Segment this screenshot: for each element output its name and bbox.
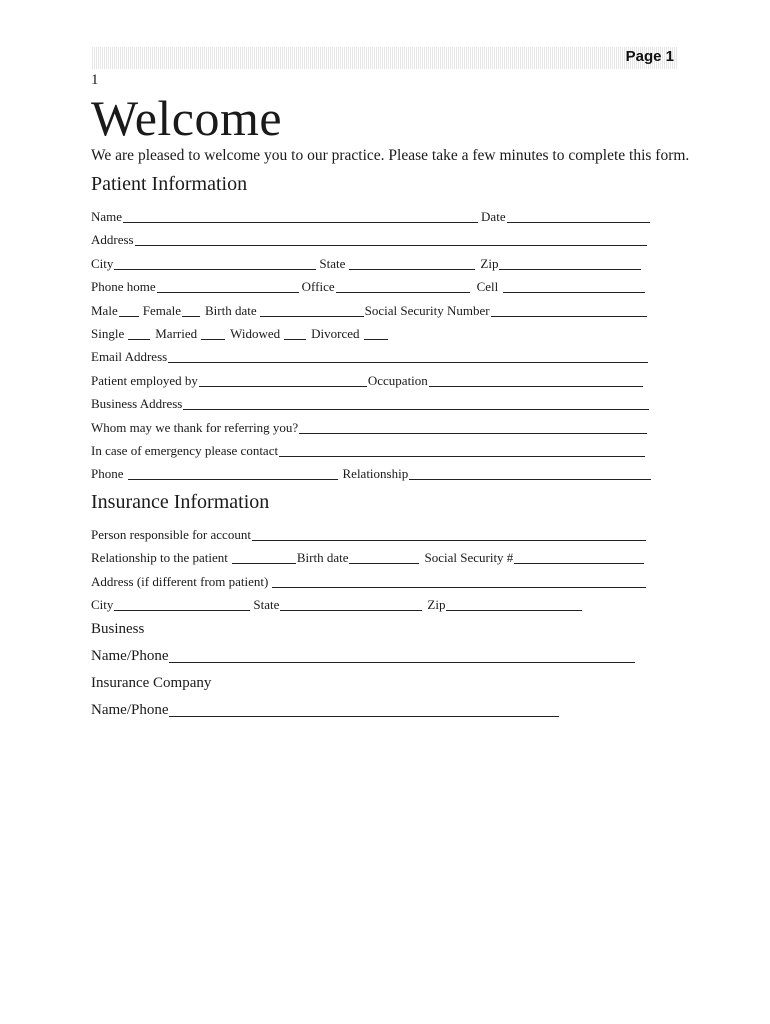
date-label: Date [481, 209, 506, 224]
insured-city-state-zip-row [91, 597, 583, 613]
phone-row [91, 279, 646, 295]
insured-city-field[interactable] [114, 598, 250, 611]
male-field[interactable] [119, 304, 139, 317]
address-field[interactable] [135, 233, 647, 246]
office-field[interactable] [336, 280, 470, 293]
business-name-phone-label: Name/Phone [91, 648, 169, 664]
address-row [91, 232, 648, 248]
insured-zip-label: Zip [427, 597, 446, 612]
widowed-field[interactable] [284, 327, 306, 340]
business-address-label: Business Address [91, 396, 183, 411]
relationship-field[interactable] [409, 467, 651, 480]
name-field[interactable] [123, 210, 478, 223]
emergency-contact-row [91, 443, 646, 459]
page-title: Welcome [91, 90, 283, 146]
emergency-phone-field[interactable] [128, 467, 338, 480]
insurance-company-row [91, 675, 211, 692]
insured-relationship-row [91, 550, 645, 566]
employed-by-field[interactable] [199, 374, 367, 387]
employment-row [91, 373, 644, 389]
date-field[interactable] [507, 210, 650, 223]
email-field[interactable] [168, 350, 648, 363]
insured-state-label: State [253, 597, 280, 612]
insurance-company-label: Insurance Company [91, 675, 212, 691]
divorced-label: Divorced [311, 326, 360, 341]
insured-city-label: City [91, 597, 114, 612]
business-name-phone-field[interactable] [169, 648, 635, 663]
married-field[interactable] [201, 327, 225, 340]
email-label: Email Address [91, 349, 168, 364]
business-name-phone-row [91, 648, 636, 665]
zip-field[interactable] [499, 257, 641, 270]
business-row [91, 621, 144, 638]
insurance-name-phone-row [91, 702, 560, 719]
marital-status-row [91, 326, 389, 342]
business-address-row [91, 396, 650, 412]
responsible-label: Person responsible for account [91, 527, 251, 542]
name-date-row [91, 209, 651, 225]
emergency-phone-label: Phone [91, 466, 124, 481]
address-label: Address [91, 232, 134, 247]
page-number: 1 [91, 72, 99, 88]
male-label: Male [91, 303, 118, 318]
cell-field[interactable] [503, 280, 645, 293]
insured-ssn-field[interactable] [514, 551, 644, 564]
state-label: State [319, 256, 346, 271]
responsible-field[interactable] [252, 528, 646, 541]
referral-label: Whom may we thank for referring you? [91, 420, 299, 435]
insured-birth-date-label: Birth date [296, 550, 349, 565]
page-header-band [92, 47, 678, 69]
name-label: Name [91, 209, 123, 224]
employed-by-label: Patient employed by [91, 373, 198, 388]
intro-text: We are pleased to welcome you to our practice. Please take a few minutes to complete this form. [91, 147, 690, 164]
ssn-field[interactable] [491, 304, 647, 317]
occupation-label: Occupation [367, 373, 428, 388]
page-label: Page 1 [625, 48, 674, 65]
widowed-label: Widowed [230, 326, 281, 341]
city-field[interactable] [114, 257, 316, 270]
referral-field[interactable] [299, 421, 647, 434]
insurance-name-phone-field[interactable] [169, 702, 559, 717]
relationship-to-patient-label: Relationship to the patient [91, 550, 228, 565]
phone-home-field[interactable] [157, 280, 299, 293]
insurance-name-phone-label: Name/Phone [91, 702, 169, 718]
insured-ssn-label: Social Security # [424, 550, 514, 565]
female-field[interactable] [182, 304, 200, 317]
phone-home-label: Phone home [91, 279, 156, 294]
address-if-different-field[interactable] [272, 575, 646, 588]
zip-label: Zip [480, 256, 499, 271]
relationship-to-patient-field[interactable] [232, 551, 296, 564]
email-row [91, 349, 649, 365]
single-label: Single [91, 326, 125, 341]
married-label: Married [155, 326, 198, 341]
ssn-label: Social Security Number [364, 303, 490, 318]
patient-section-heading: Patient Information [91, 173, 248, 195]
insured-state-field[interactable] [280, 598, 422, 611]
sex-birth-ssn-row [91, 303, 648, 319]
insured-zip-field[interactable] [446, 598, 582, 611]
state-field[interactable] [349, 257, 475, 270]
occupation-field[interactable] [429, 374, 643, 387]
insured-address-row [91, 574, 647, 590]
birth-date-field[interactable] [260, 304, 364, 317]
business-address-field[interactable] [183, 397, 649, 410]
cell-label: Cell [476, 279, 499, 294]
referral-row [91, 420, 648, 436]
relationship-label: Relationship [342, 466, 409, 481]
emergency-phone-row [91, 466, 652, 482]
emergency-contact-label: In case of emergency please contact [91, 443, 279, 458]
city-label: City [91, 256, 114, 271]
business-label: Business [91, 621, 145, 637]
divorced-field[interactable] [364, 327, 388, 340]
city-state-zip-row [91, 256, 642, 272]
address-if-different-label: Address (if different from patient) [91, 574, 269, 589]
responsible-row [91, 527, 647, 543]
office-label: Office [301, 279, 335, 294]
birth-date-label: Birth date [204, 303, 257, 318]
single-field[interactable] [128, 327, 150, 340]
female-label: Female [142, 303, 181, 318]
insurance-section-heading: Insurance Information [91, 491, 270, 513]
emergency-contact-field[interactable] [279, 444, 645, 457]
insured-birth-date-field[interactable] [349, 551, 419, 564]
